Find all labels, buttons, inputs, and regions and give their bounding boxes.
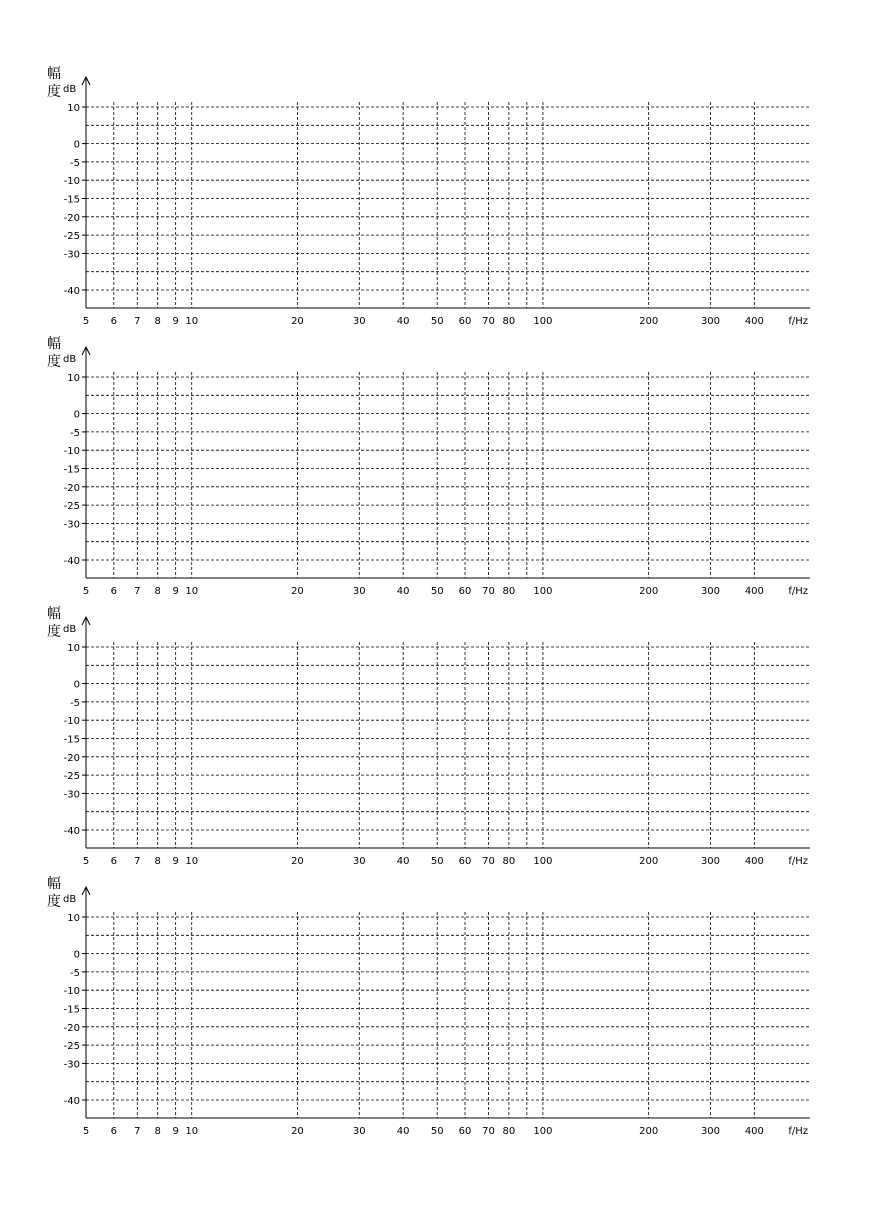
x-tick-label: 10	[185, 316, 199, 327]
y-tick-label: -30	[63, 1059, 80, 1071]
x-axis-unit: f/Hz	[788, 316, 808, 327]
y-tick-label: 0	[73, 679, 80, 691]
x-tick-label: 5	[82, 316, 90, 327]
grid	[86, 372, 810, 578]
y-tick-label: -25	[63, 771, 80, 783]
y-axis-label-char: 度	[47, 84, 61, 100]
x-tick-label: 40	[396, 586, 410, 597]
x-axis-unit: f/Hz	[788, 586, 808, 597]
x-tick-label: 60	[458, 316, 472, 327]
y-tick-label: -5	[70, 427, 80, 439]
y-tick-label: 10	[67, 913, 80, 924]
x-tick-label: 6	[110, 856, 117, 867]
x-tick-label: 7	[134, 1126, 141, 1137]
y-axis-label-char: 度	[47, 354, 61, 370]
y-tick-label: -20	[63, 752, 80, 764]
amplitude-chart-2	[47, 336, 810, 597]
x-tick-label: 60	[458, 856, 472, 867]
y-tick-label: -15	[63, 194, 80, 206]
x-tick-label: 80	[502, 1126, 516, 1137]
y-axis-label-char: 度	[47, 624, 61, 640]
y-tick-label: 0	[73, 409, 80, 421]
y-tick-label: -40	[63, 1096, 80, 1107]
x-tick-label: 70	[482, 856, 495, 867]
x-tick-label: 10	[185, 856, 199, 867]
x-tick-label: 40	[396, 1126, 410, 1137]
x-tick-label: 200	[639, 586, 659, 597]
y-tick-label: -25	[63, 501, 80, 513]
x-axis-unit: f/Hz	[788, 1126, 808, 1137]
x-tick-label: 8	[154, 586, 161, 597]
x-tick-label: 10	[185, 1126, 199, 1137]
x-tick-label: 200	[639, 856, 659, 867]
x-tick-label: 50	[430, 856, 444, 867]
amplitude-chart-3	[47, 606, 810, 867]
amplitude-chart-1	[47, 66, 810, 327]
x-tick-label: 9	[172, 316, 179, 327]
y-tick-label: -25	[63, 231, 80, 243]
x-tick-label: 8	[154, 856, 161, 867]
y-axis-unit: dB	[63, 84, 77, 95]
x-tick-label: 20	[291, 1126, 304, 1137]
x-tick-label: 300	[700, 316, 721, 327]
x-tick-label: 9	[172, 1126, 179, 1137]
y-tick-label: -25	[63, 1041, 80, 1053]
x-tick-label: 80	[502, 586, 516, 597]
grid	[86, 912, 810, 1118]
x-tick-label: 400	[744, 316, 764, 327]
x-tick-label: 5	[82, 856, 90, 867]
x-tick-label: 80	[502, 316, 516, 327]
y-tick-label: 0	[73, 949, 80, 961]
y-tick-label: -15	[63, 464, 80, 476]
x-tick-label: 7	[134, 586, 141, 597]
x-tick-label: 7	[134, 856, 141, 867]
x-tick-label: 60	[458, 1126, 472, 1137]
x-tick-label: 300	[700, 586, 721, 597]
x-tick-label: 6	[110, 1126, 117, 1137]
y-tick-label: -40	[63, 286, 80, 297]
y-tick-label: -10	[63, 446, 80, 458]
y-tick-label: 0	[73, 139, 80, 151]
x-tick-label: 80	[502, 856, 516, 867]
x-tick-label: 6	[110, 586, 117, 597]
x-tick-label: 20	[291, 316, 304, 327]
y-tick-label: 10	[67, 373, 80, 384]
y-axis-label-char: 度	[47, 894, 61, 910]
x-tick-label: 10	[185, 586, 199, 597]
y-tick-label: -30	[63, 249, 80, 261]
x-tick-label: 300	[700, 1126, 721, 1137]
y-tick-label: -30	[63, 519, 80, 531]
axes	[82, 617, 810, 848]
y-tick-label: -20	[63, 1022, 80, 1034]
y-tick-label: -5	[70, 697, 80, 709]
y-tick-label: -5	[70, 157, 80, 169]
amplitude-chart-4	[47, 876, 810, 1137]
x-tick-label: 9	[172, 586, 179, 597]
x-tick-label: 7	[134, 316, 141, 327]
x-tick-label: 70	[482, 586, 495, 597]
x-tick-label: 6	[110, 316, 117, 327]
y-tick-label: -10	[63, 986, 80, 998]
x-tick-label: 200	[639, 316, 659, 327]
x-tick-label: 8	[154, 316, 161, 327]
x-tick-label: 30	[352, 316, 366, 327]
y-axis-unit: dB	[63, 624, 77, 635]
x-tick-label: 400	[744, 1126, 764, 1137]
x-tick-label: 100	[533, 1126, 553, 1137]
y-axis-label-char: 幅	[47, 336, 61, 352]
x-tick-label: 9	[172, 856, 179, 867]
x-tick-label: 5	[82, 1126, 90, 1137]
y-axis-label-char: 幅	[47, 876, 61, 892]
y-tick-label: -15	[63, 734, 80, 746]
x-tick-label: 70	[482, 1126, 495, 1137]
x-tick-label: 50	[430, 1126, 444, 1137]
x-tick-label: 400	[744, 856, 764, 867]
y-tick-label: -5	[70, 967, 80, 979]
y-tick-label: -15	[63, 1004, 80, 1016]
x-tick-label: 30	[352, 856, 366, 867]
y-axis-unit: dB	[63, 894, 77, 905]
x-tick-label: 40	[396, 856, 410, 867]
x-tick-label: 40	[396, 316, 410, 327]
x-tick-label: 70	[482, 316, 495, 327]
y-tick-label: 10	[67, 643, 80, 654]
x-tick-label: 20	[291, 586, 304, 597]
x-axis-unit: f/Hz	[788, 856, 808, 867]
y-axis-label-char: 幅	[47, 66, 61, 82]
grid	[86, 102, 810, 308]
x-tick-label: 50	[430, 586, 444, 597]
x-tick-label: 100	[533, 856, 553, 867]
axes	[82, 347, 810, 578]
y-tick-label: -20	[63, 482, 80, 494]
x-tick-label: 30	[352, 1126, 366, 1137]
x-tick-label: 200	[639, 1126, 659, 1137]
x-tick-label: 60	[458, 586, 472, 597]
y-axis-label-char: 幅	[47, 606, 61, 622]
axes	[82, 887, 810, 1118]
x-tick-label: 400	[744, 586, 764, 597]
x-tick-label: 100	[533, 586, 553, 597]
x-tick-label: 300	[700, 856, 721, 867]
axes	[82, 77, 810, 308]
x-tick-label: 5	[82, 586, 90, 597]
grid	[86, 642, 810, 848]
x-tick-label: 8	[154, 1126, 161, 1137]
y-tick-label: -10	[63, 176, 80, 188]
y-tick-label: -40	[63, 556, 80, 567]
y-tick-label: -40	[63, 826, 80, 837]
y-tick-label: -20	[63, 212, 80, 224]
x-tick-label: 50	[430, 316, 444, 327]
x-tick-label: 20	[291, 856, 304, 867]
y-tick-label: -30	[63, 789, 80, 801]
y-axis-unit: dB	[63, 354, 77, 365]
x-tick-label: 100	[533, 316, 553, 327]
x-tick-label: 30	[352, 586, 366, 597]
y-tick-label: -10	[63, 716, 80, 728]
y-tick-label: 10	[67, 103, 80, 114]
